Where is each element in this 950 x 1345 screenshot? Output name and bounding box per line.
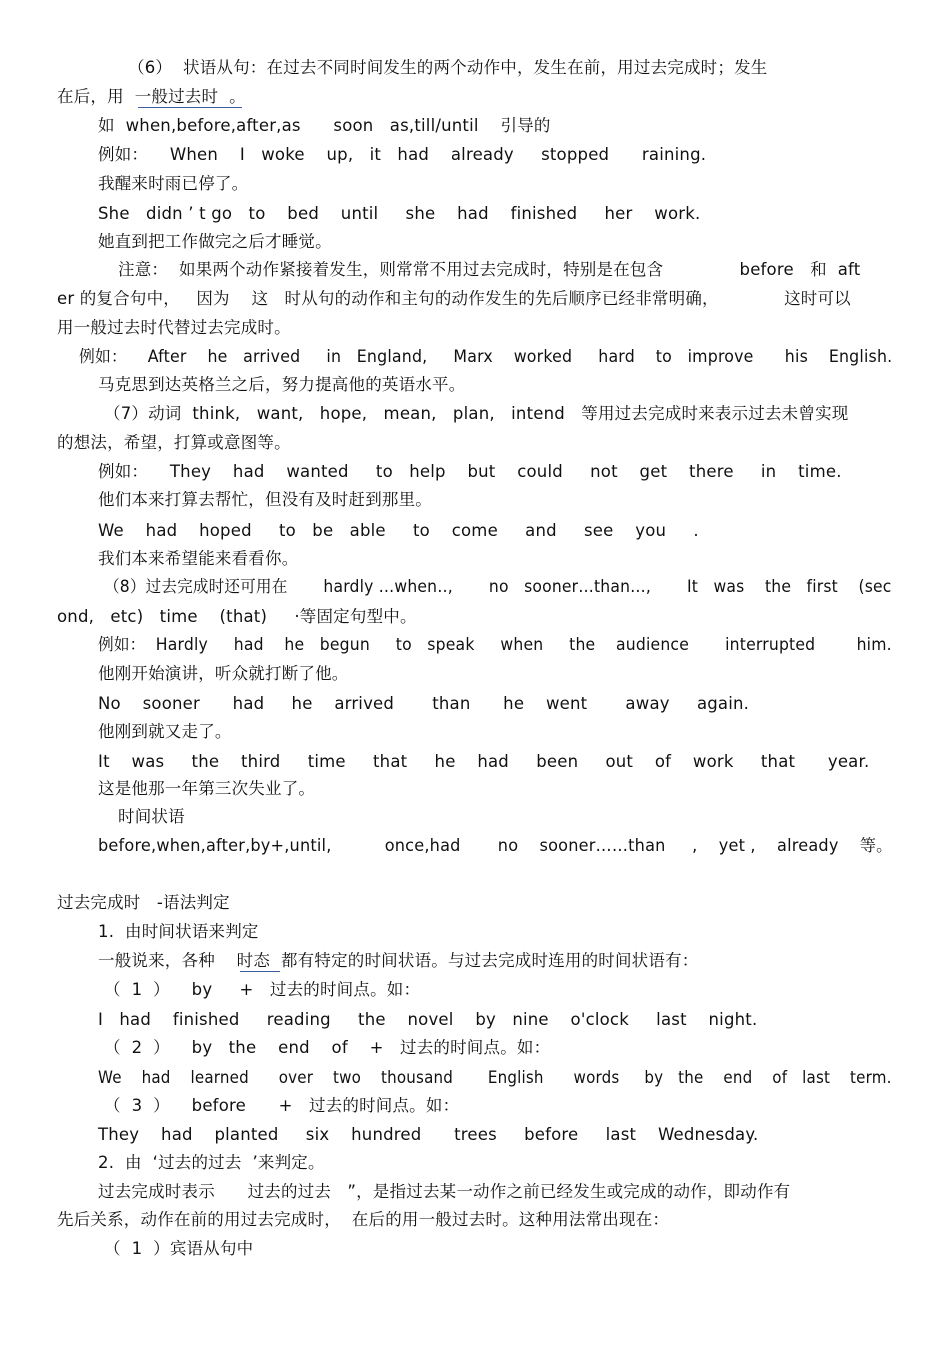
- link-underline: [138, 107, 242, 108]
- text-line: No sooner had he arrived than he went away again.: [98, 694, 750, 713]
- text-line: （8）过去完成时还可用在 hardly …when‥, no sooner…than…, It was the first (sec: [104, 577, 892, 596]
- text-line: 我醒来时雨已停了。: [98, 174, 249, 193]
- text-line: 例如： When I woke up, it had already stopped raining.: [98, 145, 707, 164]
- text-line: 一般说来，各种 时态 都有特定的时间状语。与过去完成时连用的时间状语有：: [98, 951, 699, 970]
- text-line: 过去完成时 -语法判定: [57, 893, 230, 912]
- text-line: 他刚开始演讲，听众就打断了他。: [98, 664, 349, 683]
- text-line: 2. 由 ‘过去的过去 ’来判定。: [98, 1153, 325, 1172]
- text-line: 在后，用 一般过去时 。: [57, 87, 246, 106]
- text-line: 我们本来希望能来看看你。: [98, 549, 299, 568]
- text-line: ond, etc) time (that) ·等固定句型中。: [57, 607, 417, 626]
- text-line: We had learned over two thousand English words by the end of last term.: [98, 1068, 892, 1087]
- text-line: （ 3 ） before + 过去的时间点。如：: [104, 1096, 460, 1115]
- text-line: 例如： After he arrived in England, Marx worked hard to improve his English.: [79, 347, 893, 366]
- text-line: It was the third time that he had been out of work that year.: [98, 752, 870, 771]
- text-line: （7）动词 think, want, hope, mean, plan, intend 等用过去完成时来表示过去未曾实现: [104, 404, 849, 423]
- text-line: 时间状语: [118, 807, 185, 826]
- text-line: 的想法，希望，打算或意图等。: [57, 433, 291, 452]
- text-line: They had planted six hundred trees before last Wednesday.: [98, 1125, 759, 1144]
- text-line: 马克思到达英格兰之后，努力提高他的英语水平。: [98, 375, 466, 394]
- text-line: （6） 状语从句：在过去不同时间发生的两个动作中，发生在前，用过去完成时；发生: [128, 58, 768, 77]
- text-line: before,when,after,by+,until, once,had no sooner……than , yet , already 等。: [98, 836, 893, 855]
- text-line: I had finished reading the novel by nine o'clock last night.: [98, 1010, 758, 1029]
- text-line: 他刚到就又走了。: [98, 722, 232, 741]
- text-line: （ 2 ） by the end of + 过去的时间点。如：: [104, 1038, 551, 1057]
- text-line: 用一般过去时代替过去完成时。: [57, 318, 291, 337]
- text-line: She didn ’ t go to bed until she had finished her work.: [98, 204, 701, 223]
- text-line: 例如： Hardly had he begun to speak when the audience interrupted him.: [98, 635, 892, 654]
- text-line: （ 1 ）宾语从句中: [104, 1239, 254, 1258]
- text-line: 他们本来打算去帮忙，但没有及时赶到那里。: [98, 490, 432, 509]
- text-line: 注意： 如果两个动作紧接着发生，则常常不用过去完成时，特别是在包含 before 和 aft: [118, 260, 861, 279]
- text-line: 1. 由时间状语来判定: [98, 922, 259, 941]
- text-line: er 的复合句中， 因为 这 时从句的动作和主句的动作发生的先后顺序已经非常明确， 这时可以: [57, 289, 851, 308]
- text-line: （ 1 ） by + 过去的时间点。如：: [104, 980, 421, 999]
- text-line: 例如： They had wanted to help but could not get there in time.: [98, 462, 842, 481]
- text-line: 她直到把工作做完之后才睡觉。: [98, 232, 332, 251]
- link-underline: [240, 971, 280, 972]
- text-line: We had hoped to be able to come and see you .: [98, 521, 699, 540]
- text-line: 先后关系，动作在前的用过去完成时， 在后的用一般过去时。这种用法常出现在：: [57, 1210, 670, 1229]
- text-line: 这是他那一年第三次失业了。: [98, 779, 316, 798]
- text-line: 过去完成时表示 过去的过去 ”，是指过去某一动作之前已经发生或完成的动作，即动作有: [98, 1182, 791, 1201]
- text-line: 如 when,before,after,as soon as,till/until 引导的: [98, 116, 551, 135]
